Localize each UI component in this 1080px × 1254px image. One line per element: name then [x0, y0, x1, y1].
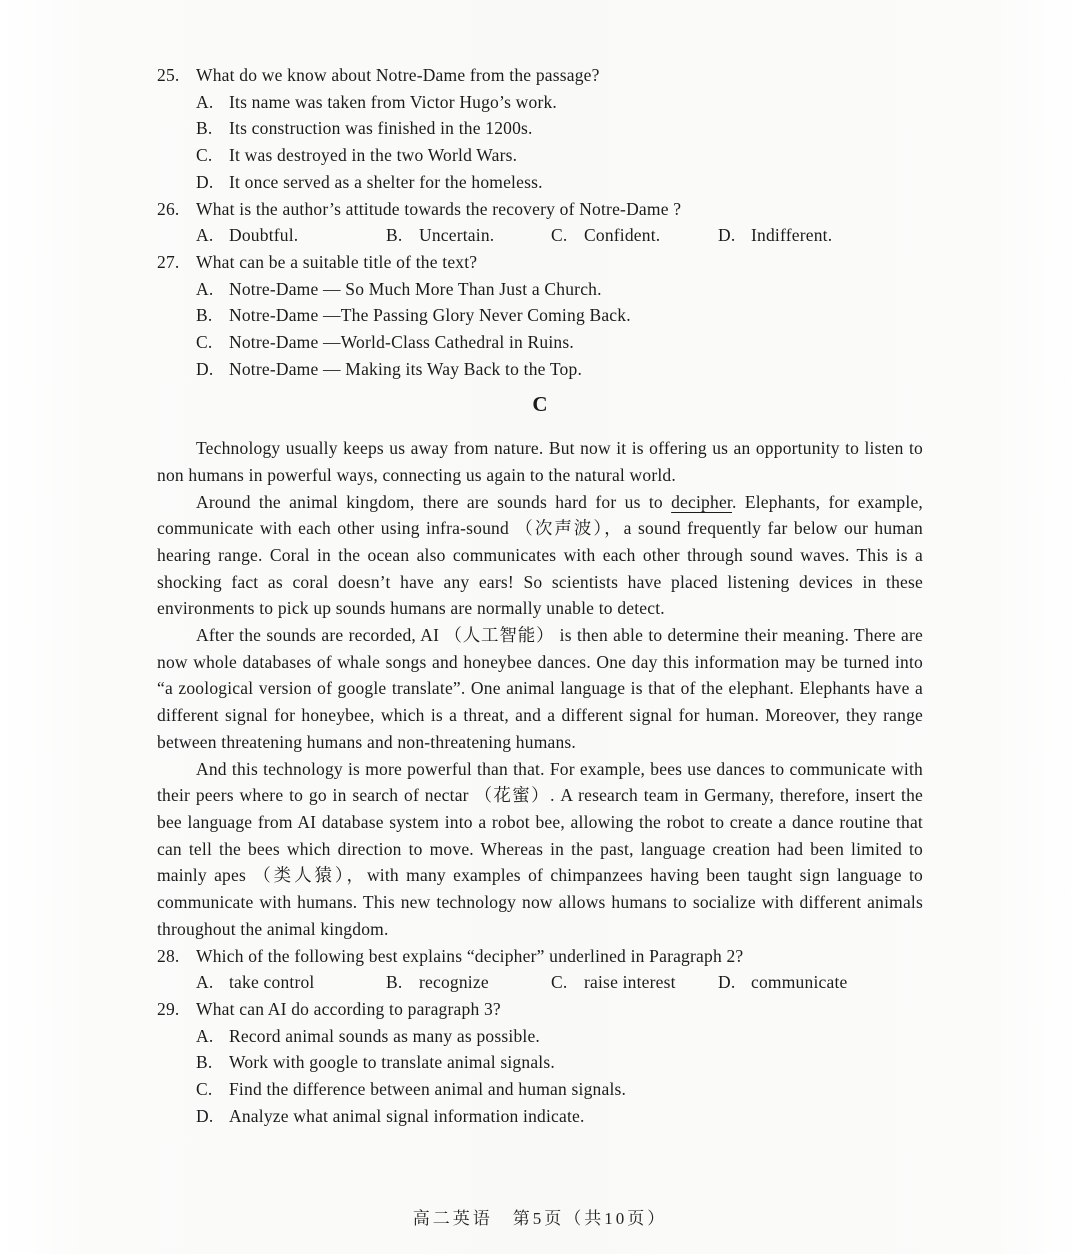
option-text: Notre-Dame — Making its Way Back to the Top. [229, 358, 583, 379]
exam-page-content [157, 62, 923, 1129]
option-text: Confident. [584, 225, 661, 246]
option-label: B. [196, 118, 213, 139]
option-text: It was destroyed in the two World Wars. [229, 145, 518, 166]
option-text: Notre-Dame —World-Class Cathedral in Ruins. [229, 332, 574, 353]
option-text: Find the difference between animal and human signals. [229, 1079, 627, 1100]
passage-paragraph-4: And this technology is more powerful than that. For example, bees use dances to communicate with their peers where to go in search of nectar （花蜜）. A research team in Germany, therefore, insert the bee language from AI database system into a robot bee, allowing the robot to create a dance routine that can tell the bees which direction to move. Whereas in the past, language creation had been limited to mainly apes （类人猿），with many examples of chimpanzees having been taught sign language to communicate with humans. This new technology now allows humans to socialize with different animals throughout the animal kingdom. [157, 758, 923, 939]
option-label: D. [196, 171, 214, 192]
option-text: Uncertain. [419, 225, 495, 246]
option-label: D. [196, 358, 214, 379]
question-29 [157, 996, 923, 1023]
question-29-option-b [157, 1049, 923, 1076]
option-text: Notre-Dame —The Passing Glory Never Coming Back. [229, 305, 631, 326]
option-label: C. [196, 332, 213, 353]
question-26-options [157, 222, 923, 249]
question-25-option-b [157, 115, 923, 142]
question-number: 28. [157, 945, 180, 966]
option-text: take control [229, 972, 315, 993]
option-text: recognize [419, 972, 489, 993]
passage-paragraph-3: After the sounds are recorded, AI （人工智能） is then able to determine their meaning. There are now whole databases of whale songs and honeybee dances. One day this information may be turned into “a zoological version of google translate”. One animal language is that of the elephant. Elephants have a different signal for honeybee, which is a threat, and a different signal for human. Moreover, they range between threatening humans and non-threatening humans. [157, 625, 923, 752]
option-label: A. [196, 278, 214, 299]
option-text: Its construction was finished in the 1200s. [229, 118, 533, 139]
option-label: A. [196, 225, 214, 246]
underlined-word-decipher: decipher [671, 491, 732, 512]
option-label: B. [386, 972, 403, 993]
option-text: communicate [751, 972, 848, 993]
question-27-option-d [157, 356, 923, 383]
option-text: Indifferent. [751, 225, 833, 246]
option-label: D. [718, 972, 736, 993]
question-26-option-b [386, 222, 551, 249]
option-label: B. [386, 225, 403, 246]
question-28-option-d [718, 969, 847, 996]
question-29-option-a [157, 1023, 923, 1050]
page-footer: 高二英语 第5页（共10页） [412, 1209, 668, 1228]
option-label: D. [196, 1105, 214, 1126]
question-26-option-c [551, 222, 718, 249]
question-26 [157, 196, 923, 223]
option-text: Analyze what animal signal information indicate. [229, 1105, 585, 1126]
option-label: A. [196, 972, 214, 993]
question-28 [157, 943, 923, 970]
option-text: Work with google to translate animal signals. [229, 1052, 555, 1073]
question-29-option-d [157, 1103, 923, 1130]
option-text: raise interest [584, 972, 676, 993]
question-text: What do we know about Notre-Dame from the passage? [196, 65, 600, 85]
question-text: What can be a suitable title of the text? [196, 251, 478, 272]
passage-paragraph-1: Technology usually keeps us away from nature. But now it is offering us an opportunity to listen to non humans in powerful ways, connecting us again to the natural world. [157, 438, 923, 485]
option-label: B. [196, 1052, 213, 1073]
question-25-option-d [157, 169, 923, 196]
question-28-option-a [196, 969, 386, 996]
paragraph-2-text-before: Around the animal kingdom, there are sounds hard for us to [196, 491, 672, 512]
question-28-option-c [551, 969, 718, 996]
question-27-option-b [157, 302, 923, 329]
question-number: 25. [157, 65, 180, 85]
option-text: It once served as a shelter for the homeless. [229, 171, 543, 192]
question-25 [157, 62, 923, 89]
option-text: Notre-Dame — So Much More Than Just a Church. [229, 278, 602, 299]
option-label: C. [196, 145, 213, 166]
option-text: Its name was taken from Victor Hugo’s work. [229, 91, 557, 112]
question-28-options [157, 969, 923, 996]
paragraph-2-text-after: . Elephants, for example, communicate with each other using infra-sound （次声波），a sound frequently far below our human hearing range. Coral in the ocean also communicates with each other through sound waves. This is a shocking fact as coral doesn’t have any ears! So scientists have placed listening devices in these environments to pick up sounds humans are normally unable to detect. [157, 491, 923, 619]
question-25-option-c [157, 142, 923, 169]
option-label: A. [196, 91, 214, 112]
question-26-option-a [196, 222, 386, 249]
question-text: What can AI do according to paragraph 3? [196, 998, 501, 1019]
option-text: Doubtful. [229, 225, 299, 246]
question-27-option-a [157, 276, 923, 303]
option-label: C. [551, 225, 568, 246]
question-27-option-c [157, 329, 923, 356]
option-label: C. [551, 972, 568, 993]
passage-paragraph-2 [157, 489, 923, 623]
question-number: 27. [157, 251, 180, 272]
question-text: Which of the following best explains “decipher” underlined in Paragraph 2? [196, 945, 744, 966]
question-number: 29. [157, 998, 180, 1019]
option-label: A. [196, 1025, 214, 1046]
option-label: B. [196, 305, 213, 326]
question-27 [157, 249, 923, 276]
question-29-option-c [157, 1076, 923, 1103]
question-number: 26. [157, 198, 180, 219]
option-label: D. [718, 225, 736, 246]
section-c-heading: C [532, 392, 548, 417]
question-25-option-a [157, 89, 923, 116]
question-28-option-b [386, 969, 551, 996]
option-text: Record animal sounds as many as possible. [229, 1025, 540, 1046]
question-26-option-d [718, 222, 832, 249]
question-text: What is the author’s attitude towards the recovery of Notre-Dame ? [196, 198, 682, 219]
option-label: C. [196, 1079, 213, 1100]
